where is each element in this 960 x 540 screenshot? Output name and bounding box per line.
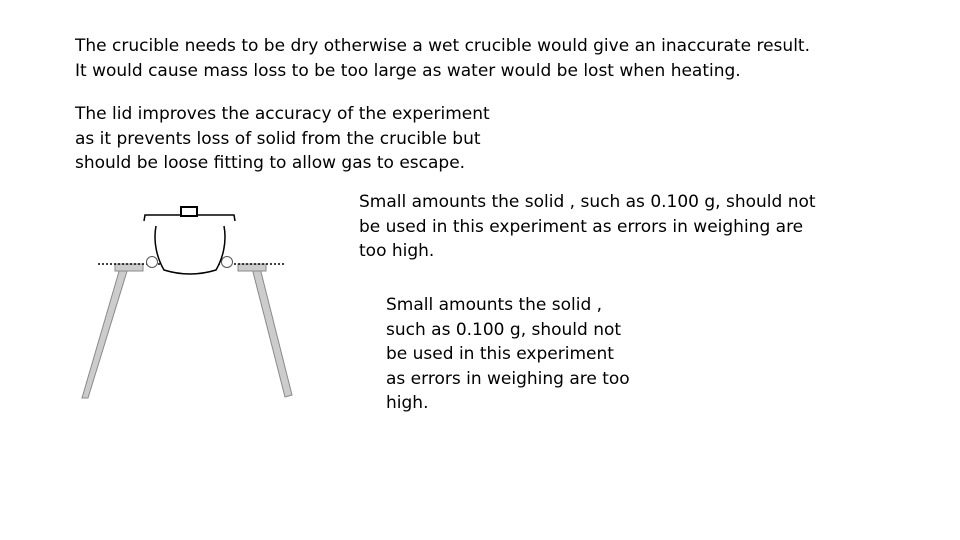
tripod-top-left: [115, 264, 143, 271]
triangle-support-left: [147, 257, 158, 268]
tripod-legs: [82, 268, 292, 398]
text-line: be used in this experiment: [386, 344, 614, 364]
paragraph-crucible-dry: [75, 34, 810, 83]
paragraph-small-amounts-wide: [359, 190, 816, 264]
tripod-leg-right: [252, 268, 292, 397]
text-line: too high.: [359, 241, 435, 261]
tripod-leg-left: [82, 268, 128, 398]
paragraph-small-amounts-narrow: [386, 293, 630, 416]
text-line: Small amounts the solid , such as 0.100 g, should not: [359, 192, 816, 212]
text-line: such as 0.100 g, should not: [386, 319, 622, 340]
crucible-on-tripod-icon: [80, 190, 295, 405]
crucible-body: [155, 226, 225, 274]
text-line: The lid improves the accuracy of the experiment: [75, 104, 490, 124]
tripod-top-right: [238, 264, 266, 271]
text-line: be used in this experiment as errors in weighing are: [359, 216, 804, 237]
text-line: should be loose fitting to allow gas to escape.: [75, 153, 466, 173]
lid-handle: [181, 207, 197, 216]
text-line: It would cause mass loss to be too large as water would be lost when heating.: [75, 60, 741, 81]
paragraph-lid: [75, 102, 490, 176]
text-line: high.: [386, 393, 429, 413]
text-line: The crucible needs to be dry otherwise a wet crucible would give an inaccurate result.: [75, 36, 810, 56]
text-line: as errors in weighing are too: [386, 368, 630, 389]
text-line: Small amounts the solid ,: [386, 295, 603, 315]
triangle-support-right: [222, 257, 233, 268]
text-line: as it prevents loss of solid from the crucible but: [75, 128, 481, 149]
